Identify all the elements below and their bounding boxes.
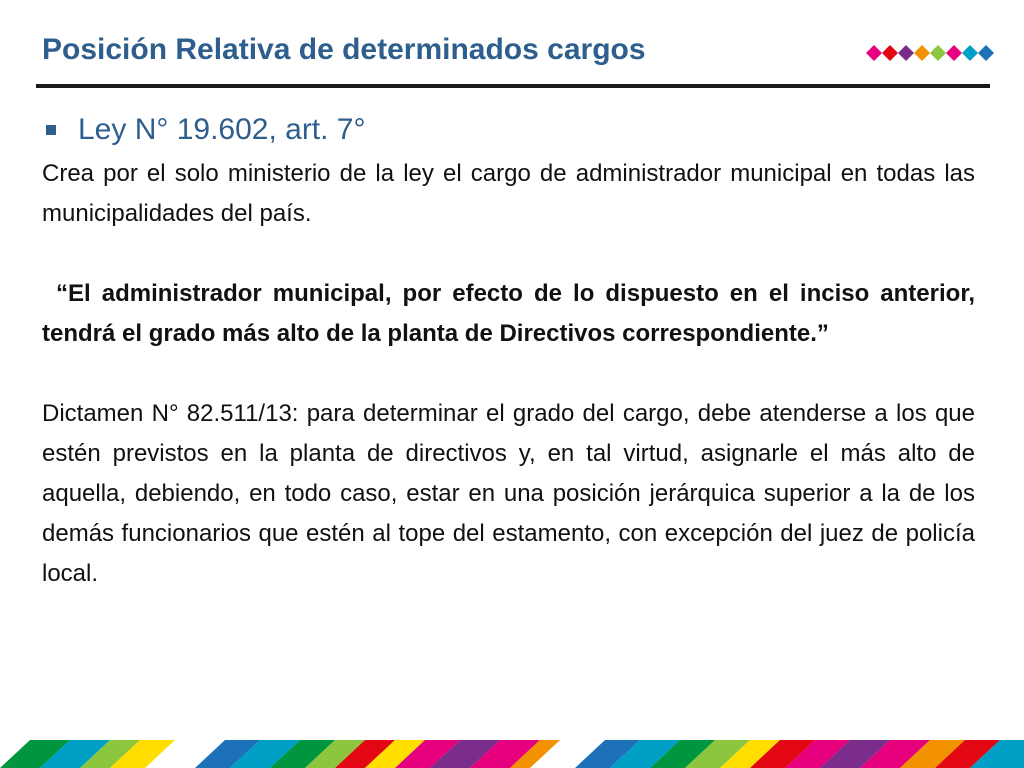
slide-body [42,106,975,594]
title-divider [36,84,990,88]
spacer [42,354,975,394]
decorative-bottom-stripe [0,740,1024,768]
spacer [42,234,975,274]
heading-text: Ley N° 19.602, art. 7° [78,113,366,146]
paragraph-dictamen: Dictamen N° 82.511/13: para determinar el grado del cargo, debe atenderse a los que estén previstos en la planta de directivos y, en tal virtud, asignarle el más alto de aquella, debiendo, en todo caso, estar en una posición jerárquica superior a la de los demás funcionarios que estén al tope del estamento, con excepción del juez de policía local. [42,400,975,587]
colored-diamonds-icon [866,45,996,61]
bullet-heading [42,106,975,154]
paragraph-intro: Crea por el solo ministerio de la ley el cargo de administrador municipal en todas las municipalidades del país. [42,160,975,227]
quote-paragraph: “El administrador municipal, por efecto de lo dispuesto en el inciso anterior, tendrá el grado más alto de la planta de Directivos correspondiente.” [42,280,975,347]
slide-title: Posición Relativa de determinados cargos [42,33,646,66]
square-bullet-icon [46,125,56,135]
